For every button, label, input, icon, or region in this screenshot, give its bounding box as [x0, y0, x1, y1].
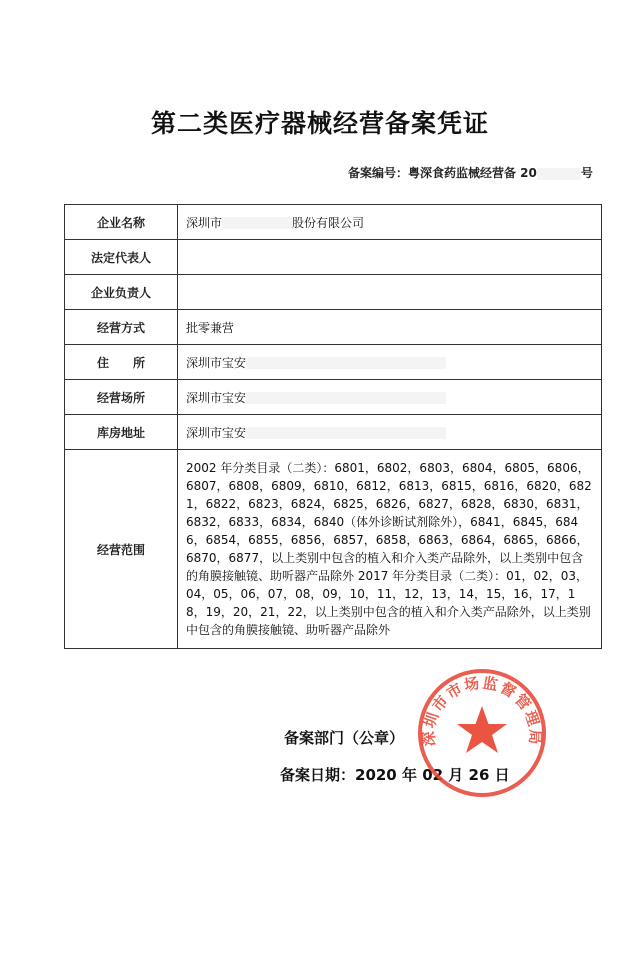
- field-value: 深圳市: [186, 215, 223, 230]
- manager-value: [178, 275, 602, 310]
- redaction: [246, 392, 446, 404]
- table-row: [65, 275, 602, 310]
- business-mode-value: 批零兼营: [178, 310, 602, 345]
- seal-star-icon: [457, 706, 507, 753]
- field-value-tail: 股份有限公司: [292, 215, 365, 230]
- record-number: [348, 164, 593, 181]
- table-row: [65, 450, 602, 649]
- warehouse-address-value: [178, 415, 602, 450]
- legal-rep-value: [178, 240, 602, 275]
- field-label: 库房地址: [65, 415, 178, 450]
- redaction: [537, 168, 581, 180]
- business-premises-value: [178, 380, 602, 415]
- table-row: [65, 345, 602, 380]
- field-label: 企业名称: [65, 205, 178, 240]
- field-label: 法定代表人: [65, 240, 178, 275]
- table-row: [65, 240, 602, 275]
- table-row: [65, 380, 602, 415]
- table-row: [65, 205, 602, 240]
- official-seal: [415, 666, 549, 800]
- record-number-tail: 号: [580, 166, 593, 180]
- company-name-value: [178, 205, 602, 240]
- field-value: 深圳市宝安: [186, 355, 247, 370]
- residence-value: [178, 345, 602, 380]
- redaction: [246, 357, 446, 369]
- record-number-text: 备案编号：粤深食药监械经营备 20: [348, 166, 537, 180]
- table-row: [65, 415, 602, 450]
- table-row: [65, 310, 602, 345]
- redaction: [222, 217, 292, 229]
- field-label: 经营范围: [65, 450, 178, 649]
- svg-text:深圳市市场监督管理局: 深圳市市场监督管理局: [419, 673, 545, 747]
- certificate-table: [64, 204, 602, 649]
- redaction: [246, 427, 446, 439]
- field-label: 企业负责人: [65, 275, 178, 310]
- field-label: 经营方式: [65, 310, 178, 345]
- field-value: 深圳市宝安: [186, 390, 247, 405]
- business-scope-text: 2002 年分类目录（二类）：6801，6802，6803，6804，6805，6806，6807，6808，6809，6810，6812，6813，6815，6816，6820，6821，6822，6823，6824，6825，6826，6827，6828，6830，6831，6832，6833，6834，6840（体外诊断试剂除外），6841，6845，6846，6854，6855，6856，6857，6858，6863，6864，6865，6866，6870，6877，以上类别中包含的植入和介入类产品除外，以上类别中包含的角膜接触镜、助听器产品除外 2017 年分类目录（二类）：01，02，03，04，05，06，07，08，09，10，11，12，13，14，15，16，17，18，19，20，21，22，以上类别中包含的植入和介入类产品除外，以上类别中包含的角膜接触镜、助听器产品除外: [186, 461, 592, 637]
- field-value: 深圳市宝安: [186, 425, 247, 440]
- field-label: 住 所: [65, 345, 178, 380]
- field-label: 经营场所: [65, 380, 178, 415]
- document-title: 第二类医疗器械经营备案凭证: [150, 109, 489, 138]
- business-scope-value: [178, 450, 602, 649]
- filing-department: 备案部门（公章）: [284, 729, 405, 747]
- filing-date: 备案日期：2020 年 02 月 26 日: [280, 766, 510, 784]
